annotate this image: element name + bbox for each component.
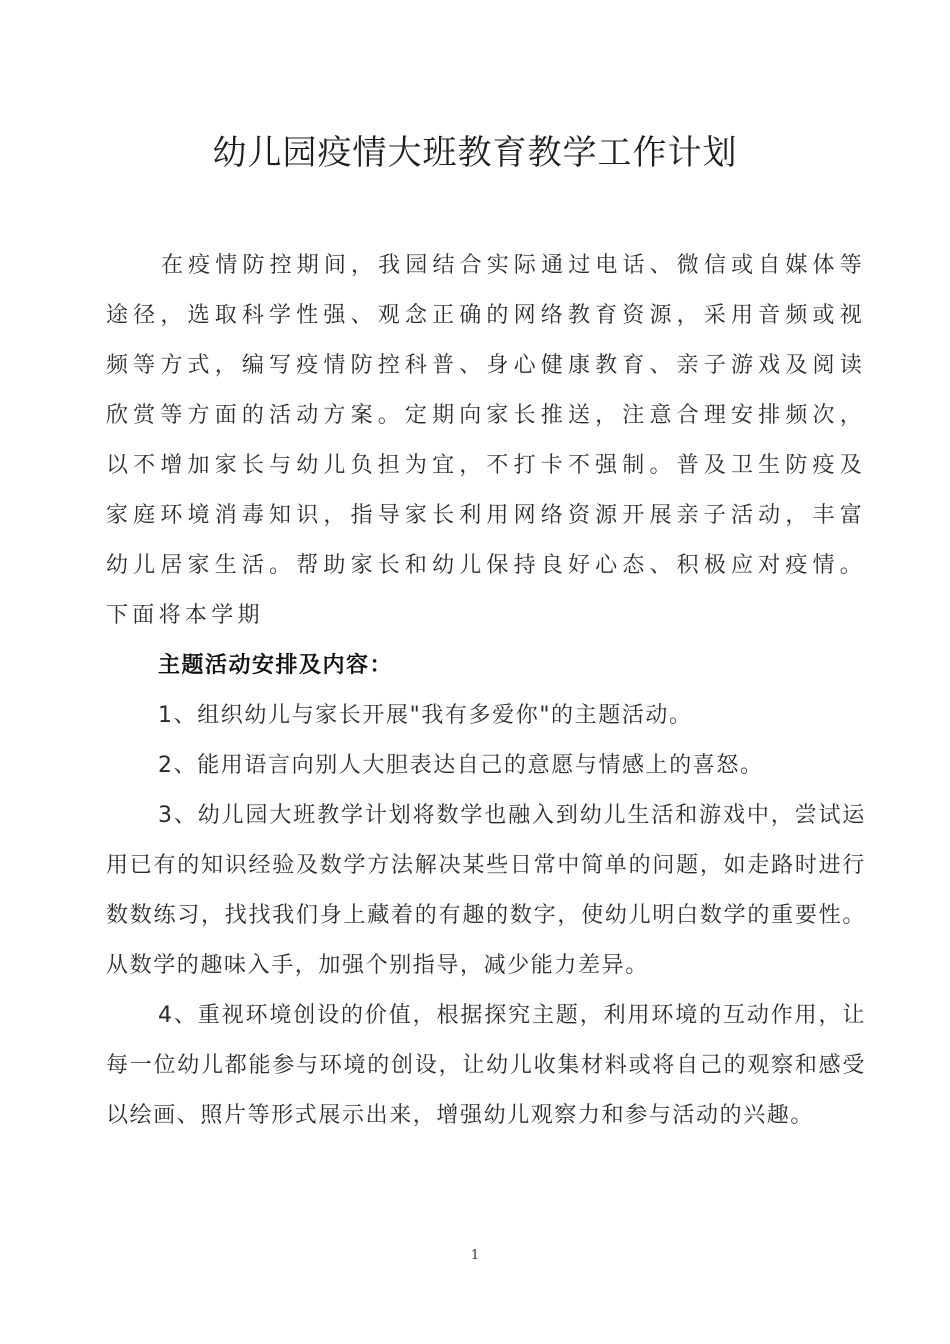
list-item: 2、能用语言向别人大胆表达自己的意愿与情感上的喜怒。: [158, 753, 764, 778]
list-item: 1、组织幼儿与家长开展"我有多爱你"的主题活动。: [158, 703, 693, 728]
section-heading: 主题活动安排及内容：: [158, 653, 394, 678]
page-title: 幼儿园疫情大班教育教学工作计划: [212, 133, 738, 173]
list-item: 3、幼儿园大班教学计划将数学也融入到幼儿生活和游戏中，尝试运用已有的知识经验及数学方法解决某些日常中简单的问题，如走路时进行数数练习，找找我们身上藏着的有趣的数字，使幼儿明白数学的重要性。从数学的趣味入手，加强个别指导，减少能力差异。: [106, 803, 866, 978]
intro-paragraph: 在疫情防控期间，我园结合实际通过电话、微信或自媒体等途径，选取科学性强、观念正确的网络教育资源，采用音频或视频等方式，编写疫情防控科普、身心健康教育、亲子游戏及阅读欣赏等方面的活动方案。定期向家长推送，注意合理安排频次，以不增加家长与幼儿负担为宜，不打卡不强制。普及卫生防疫及家庭环境消毒知识，指导家长利用网络资源开展亲子活动，丰富幼儿居家生活。帮助家长和幼儿保持良好心态、积极应对疫情。下面将本学期: [106, 253, 866, 628]
document-body: [106, 241, 866, 1141]
list-item: 4、重视环境创设的价值，根据探究主题，利用环境的互动作用，让每一位幼儿都能参与环境的创设，让幼儿收集材料或将自己的观察和感受以绘画、照片等形式展示出来，增强幼儿观察力和参与活动的兴趣。: [106, 1003, 866, 1128]
page-number: 1: [470, 1248, 480, 1263]
